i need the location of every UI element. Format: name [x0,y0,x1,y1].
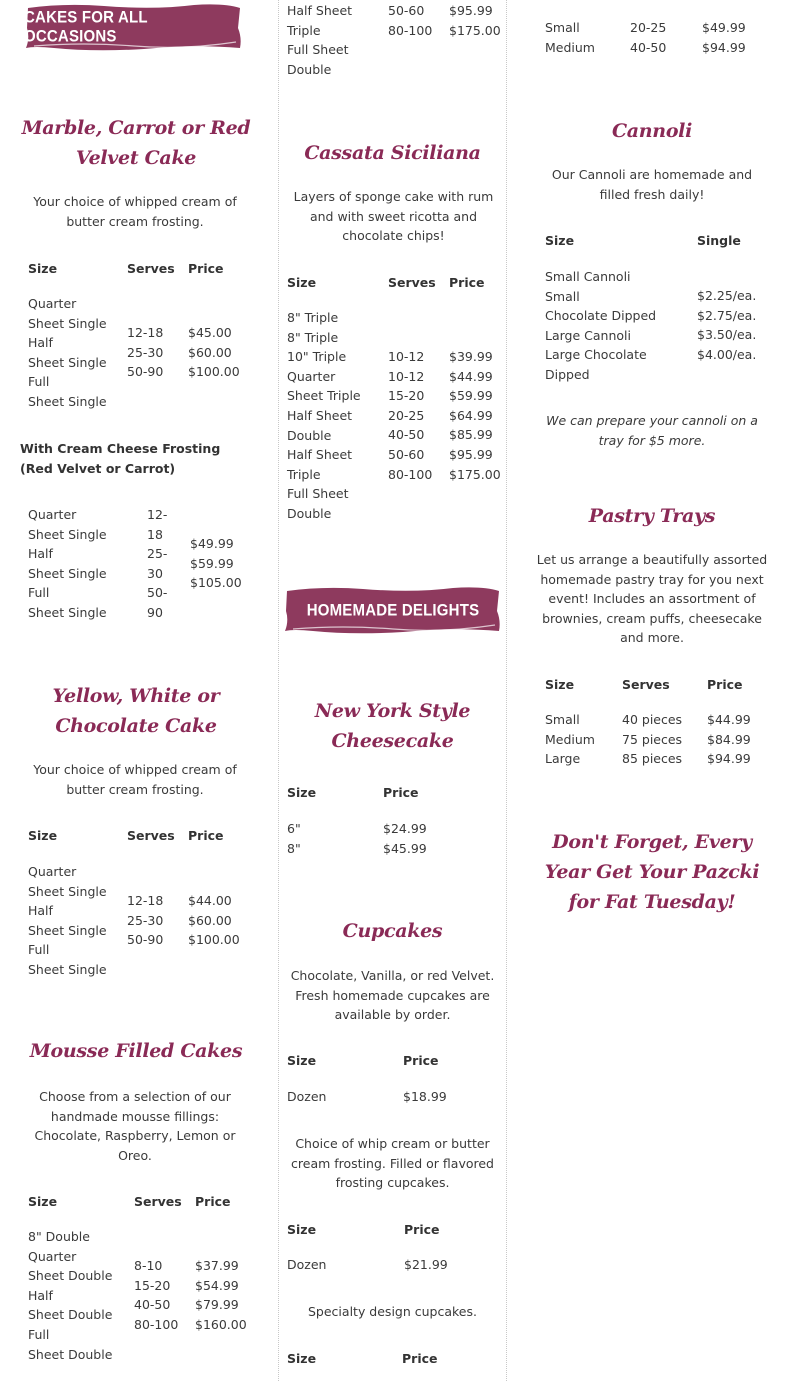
serves-cell: 12- [147,507,168,522]
size-cell: Small Cannoli [545,269,631,284]
section-description: Let us arrange a beautifully assorted homemade pastry tray for you next event! Includes an assortment of brownies, cream puffs, cheesecake and more. [536,552,768,646]
section-description: Your choice of whipped cream of butter cream frosting. [33,194,237,229]
size-cell: 6" [287,821,301,836]
size-cell: Half Sheet [287,3,353,18]
price-cell: $79.99 [195,1297,239,1313]
size-cell: Full [28,1326,50,1342]
price-cell: $85.99 [449,427,493,443]
column-header: Single [697,233,741,248]
price-cell: $175.00 [449,466,501,482]
column-header: Size [287,785,317,800]
size-cell: Large [545,751,581,767]
price-cell: $18.99 [403,1089,447,1104]
price-list [449,1,501,40]
size-cell: Large Chocolate [545,347,647,363]
size-cell: Full [28,585,50,601]
section-description: Choice of whip cream or butter cream frosting. Filled or flavored frosting cupcakes. [291,1136,494,1191]
column-header: Price [402,1351,438,1366]
size-cell: Half [28,546,53,562]
size-cell: 8" Triple [287,310,339,325]
size-cell: Half Sheet [287,407,353,423]
serves-cell: 50- [147,585,168,601]
serves-cell: 80-100 [388,466,433,482]
size-cell: Sheet Single [28,393,107,409]
cream-cheese-heading [20,439,220,478]
column-header: Size [545,677,575,692]
column-header: Price [449,275,485,290]
size-cell: Sheet Triple [287,388,361,404]
column-header: Serves [134,1194,182,1209]
size-cell: Half [28,335,53,351]
banner-cakes-for-all-occasions [24,2,244,52]
size-cell: Half Sheet [287,447,353,463]
section-description: Chocolate, Vanilla, or red Velvet. Fresh homemade cupcakes are available by order. [290,968,495,1023]
serves-cell: 40 pieces [622,712,683,727]
column-1 [0,0,278,1381]
column-header: Price [403,1053,439,1068]
size-cell: Quarter [28,1248,77,1264]
serves-cell: 10-12 [388,368,425,384]
serves-cell: 8-10 [134,1258,163,1273]
price-cell: $44.99 [449,368,493,384]
serves-cell: 10-12 [388,349,425,364]
serves-list [630,18,666,57]
size-list [287,819,301,858]
price-cell: $37.99 [195,1258,239,1273]
size-cell: Small [545,288,580,304]
size-list [545,710,595,769]
column-header: Size [545,233,575,248]
price-cell: $39.99 [449,349,493,364]
price-cell: $45.99 [383,840,427,856]
banner-homemade-delights [283,585,503,635]
size-cell: Sheet Single [28,604,107,620]
serves-cell: 20-25 [630,20,667,35]
section-description: Our Cannoli are homemade and filled fresh daily! [551,167,753,202]
column-header: Price [195,1194,231,1209]
serves-cell: 15-20 [134,1277,171,1293]
serves-cell: 20-25 [388,407,425,423]
size-cell: Full Sheet [287,486,349,502]
pazcki-reminder: Don't Forget, Every Year Get Your Pazcki for Fat Tuesday! [544,831,760,913]
size-list [545,267,656,385]
size-cell: 8" Double [28,1229,90,1244]
size-cell: Sheet Single [28,354,107,370]
price-cell: $94.99 [707,751,751,767]
column-3 [507,0,785,1381]
size-cell: Full Sheet [287,42,349,58]
size-list [28,862,107,980]
column-header: Price [188,828,224,843]
section-description: Choose from a selection of our handmade mousse fillings: Chocolate, Raspberry, Lemon or Oreo. [34,1089,236,1163]
price-cell: $94.99 [702,39,746,55]
banner-text: CAKES FOR ALL OCCASIONS [24,8,148,46]
section-title: Cassata Siciliana [304,142,481,164]
section-description: Layers of sponge cake with rum and with sweet ricotta and chocolate chips! [293,189,494,244]
price-cell: $95.99 [449,3,493,18]
size-cell: Full [28,942,50,958]
price-list [190,534,242,593]
size-list [28,294,107,412]
price-cell: $44.00 [188,893,232,908]
section-title: Yellow, White or Chocolate Cake [52,685,220,737]
column-header: Size [287,1053,317,1068]
price-list [188,323,240,382]
size-cell: Quarter [28,296,77,311]
price-cell: $2.25/ea. [697,288,757,303]
size-cell: Double [287,505,332,521]
size-list [287,1,352,79]
size-cell: Sheet Single [28,315,107,331]
column-header: Price [404,1222,440,1237]
price-cell: $100.00 [188,364,240,380]
size-cell: Small [545,712,580,727]
size-cell: Dozen [287,1089,327,1104]
column-header: Size [287,1351,317,1366]
price-list [188,891,240,950]
price-cell: $24.99 [383,821,427,836]
serves-list [134,1256,178,1334]
size-cell: Sheet Single [28,922,107,938]
banner-text: HOMEMADE DELIGHTS [306,600,480,620]
section-title: Mousse Filled Cakes [29,1040,243,1062]
serves-cell: 50-90 [127,364,164,380]
column-header: Size [28,1194,58,1209]
column-header: Serves [127,261,175,276]
serves-cell: 18 [147,526,163,542]
size-cell: Sheet Double [28,1307,113,1323]
size-list [28,505,107,623]
price-cell: $44.99 [707,712,751,727]
size-cell: Dipped [545,366,590,382]
serves-cell: 80-100 [134,1316,179,1332]
size-list [287,308,361,524]
column-header: Serves [622,677,670,692]
size-cell: Medium [545,39,595,55]
price-cell: $64.99 [449,407,493,423]
serves-cell: 12-18 [127,893,164,908]
section-title: Cannoli [611,120,693,142]
serves-list [622,710,682,769]
serves-list [147,505,167,623]
serves-cell: 85 pieces [622,751,683,767]
size-cell: Dozen [287,1257,327,1272]
serves-cell: 12-18 [127,325,164,340]
size-cell: Sheet Single [28,883,107,899]
column-header: Size [28,828,58,843]
size-cell: Large Cannoli [545,327,631,343]
price-list [383,819,427,858]
serves-cell: 15-20 [388,388,425,404]
size-list [28,1227,112,1364]
price-cell: $160.00 [195,1316,247,1332]
price-list [697,286,756,364]
size-cell: 10" Triple [287,349,347,365]
price-cell: $60.00 [188,344,232,360]
serves-cell: 25-30 [127,344,164,360]
section-title: New York Style Cheesecake [314,700,471,752]
size-cell: Full [28,374,50,390]
price-cell: $84.99 [707,731,751,747]
column-2 [279,0,506,1381]
price-cell: $105.00 [190,575,242,591]
column-header: Price [383,785,419,800]
size-cell: Chocolate Dipped [545,308,657,324]
serves-list [388,347,432,484]
size-cell: 8" [287,840,301,856]
serves-cell: 25-30 [127,912,164,928]
size-cell: Double [287,61,332,77]
size-cell: Sheet Double [28,1346,113,1362]
price-cell: $21.99 [404,1257,448,1272]
serves-cell: 40-50 [134,1297,171,1313]
serves-cell: 90 [147,604,163,620]
size-cell: 8" Triple [287,329,339,345]
size-cell: Triple [287,22,321,38]
price-cell: $60.00 [188,912,232,928]
size-cell: Small [545,20,580,35]
column-header: Size [28,261,58,276]
size-cell: Sheet Single [28,961,107,977]
section-title: Cupcakes [342,920,443,942]
price-cell: $59.99 [449,388,493,404]
price-cell: $4.00/ea. [697,346,757,362]
serves-cell: 40-50 [388,427,425,443]
section-title: Pastry Trays [588,505,716,527]
serves-cell: 80-100 [388,22,433,38]
column-header: Serves [388,275,436,290]
column-header: Price [188,261,224,276]
serves-cell: 50-60 [388,446,425,462]
serves-cell: 50-60 [388,3,425,18]
size-cell: Sheet Single [28,565,107,581]
size-cell: Quarter [287,368,336,384]
column-header: Size [287,1222,317,1237]
price-list [195,1256,247,1334]
serves-list [127,891,163,950]
price-cell: $49.99 [190,536,234,551]
price-cell: $49.99 [702,20,746,35]
size-cell: Double [287,427,332,443]
serves-cell: 30 [147,565,163,581]
price-cell: $45.00 [188,325,232,340]
cream-cheese-heading-line: With Cream Cheese Frosting [20,441,221,456]
size-list [545,18,595,57]
price-cell: $54.99 [195,1277,239,1293]
price-cell: $2.75/ea. [697,307,757,323]
serves-cell: 50-90 [127,932,164,948]
size-cell: Medium [545,731,595,747]
size-cell: Quarter [28,507,77,522]
price-cell: $3.50/ea. [697,327,757,343]
price-list [449,347,501,484]
section-description: Your choice of whipped cream of butter cream frosting. [33,762,237,797]
serves-cell: 25- [147,546,168,562]
size-cell: Sheet Single [28,526,107,542]
size-cell: Triple [287,466,321,482]
price-cell: $175.00 [449,22,501,38]
size-cell: Quarter [28,864,77,879]
price-list [702,18,746,57]
size-cell: Sheet Double [28,1268,113,1284]
price-cell: $100.00 [188,932,240,948]
price-cell: $59.99 [190,555,234,571]
serves-list [127,323,163,382]
price-cell: $95.99 [449,446,493,462]
cannoli-tray-note: We can prepare your cannoli on a tray for $5 more. [546,413,758,448]
price-list [707,710,751,769]
section-title: Marble, Carrot or Red Velvet Cake [21,117,251,169]
size-cell: Half [28,903,53,919]
serves-list [388,1,432,40]
column-header: Size [287,275,317,290]
serves-cell: 40-50 [630,39,667,55]
column-header: Price [707,677,743,692]
cream-cheese-heading-line: (Red Velvet or Carrot) [20,460,176,476]
size-cell: Half [28,1287,53,1303]
serves-cell: 75 pieces [622,731,683,747]
column-header: Serves [127,828,175,843]
section-description: Specialty design cupcakes. [308,1304,477,1319]
